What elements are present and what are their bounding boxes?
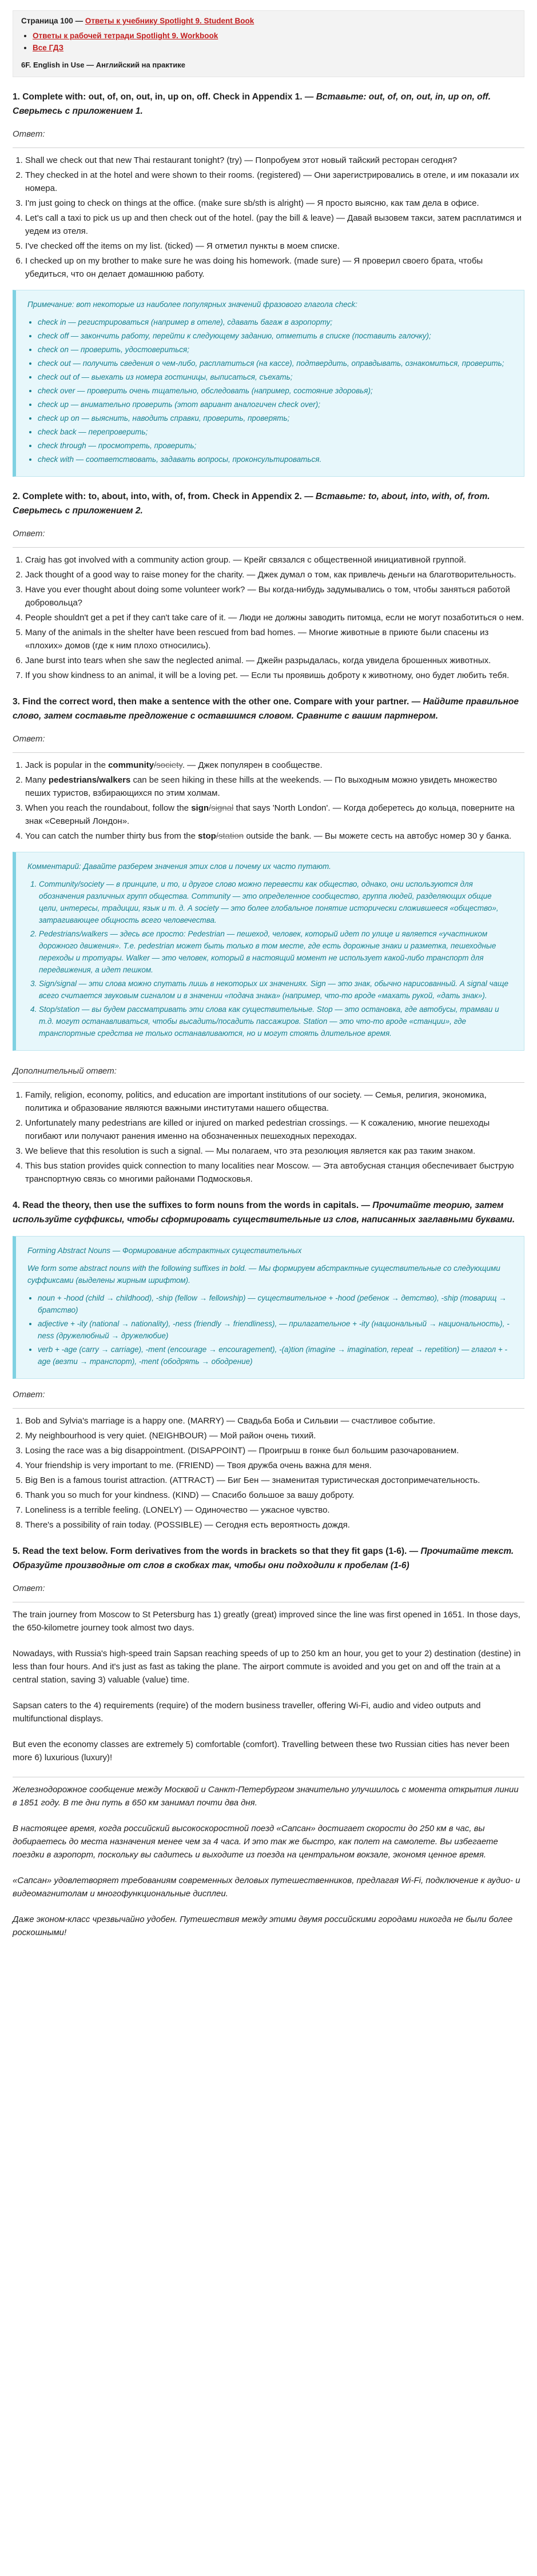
answer-item: 7. Loneliness is a terrible feeling. (LONELY) — Одиночество — ужасное чувство. bbox=[25, 1504, 524, 1517]
answer-item: 1. Family, religion, economy, politics, and education are important institutions of our society. — Семья, религия, экономика, политика и образование являются важными институтами нашего общества. bbox=[25, 1088, 524, 1115]
text-paragraph: Sapsan caters to the 4) requirements (require) of the modern business traveller, offering Wi-Fi, audio and video outputs and multifunctional displays. bbox=[13, 1701, 481, 1724]
note-item: • check up — внимательно проверить (этот вариант аналогичен check over); bbox=[38, 398, 512, 410]
answer-item bbox=[25, 830, 524, 843]
link-all-gdz[interactable]: Все ГДЗ bbox=[33, 43, 64, 52]
answer-item: 4. Your friendship is very important to me. (FRIEND) — Твоя дружба очень важна для меня. bbox=[25, 1459, 524, 1472]
answer-text: You can catch the number thirty bus from the bbox=[25, 831, 198, 841]
exercise-1-title-ru: — Вставьте: out, of, on, out, in, up on, off. Сверьтесь с приложением 1. bbox=[13, 92, 491, 116]
answer-label: Ответ: bbox=[13, 529, 45, 539]
text-paragraph: Nowadays, with Russia's high-speed train Sapsan reaching speeds of up to 250 km an hour, you get to your 2) destination (destine) in less than four hours. And it's just as fast as taking the plane. The airport commute is avoided and you get on and off the train at a central station, saving 3) valuable (value) time. bbox=[13, 1649, 521, 1685]
note-item: • check over — проверить очень тщательно, обследовать (например, состояние здоровья); bbox=[38, 385, 512, 397]
note-title: Примечание: вот некоторые из наиболее популярных значений фразового глагола check: bbox=[27, 300, 357, 309]
text-paragraph: But even the economy classes are extremely 5) comfortable (comfort). Travelling between these two Russian cities has never been more 6) luxurious (luxury)! bbox=[13, 1740, 510, 1762]
note-list bbox=[27, 316, 512, 465]
note-item: • check off — закончить работу, перейти к следующему заданию, отметить в списке (поставить галочку); bbox=[38, 330, 512, 342]
correct-word: sign bbox=[191, 803, 209, 813]
answer-text: When you reach the roundabout, follow the bbox=[25, 803, 192, 813]
answer-text: that says 'North London'. — Когда доберетесь до кольца, поверните на знак «Северный Лондон». bbox=[25, 803, 515, 826]
note-item: • check with — соответствовать, задавать вопросы, проконсультироваться. bbox=[38, 453, 512, 465]
exercise-4-title bbox=[13, 1198, 524, 1227]
answer-label: Ответ: bbox=[13, 1584, 45, 1593]
note-item: • check through — просмотреть, проверить; bbox=[38, 440, 512, 452]
related-link-item bbox=[33, 42, 516, 54]
exercise-4-answers bbox=[13, 1414, 524, 1532]
exercise-1-title bbox=[13, 90, 524, 118]
breadcrumb-prefix: Страница 100 — bbox=[21, 17, 85, 25]
note-box-check bbox=[13, 290, 524, 477]
answer-item: 3. Losing the race was a big disappointment. (DISAPPOINT) — Проигрыш в гонке был большим разочарованием. bbox=[25, 1444, 524, 1457]
answer-item: 7. If you show kindness to an animal, it will be a loving pet. — Если ты проявишь доброту к животному, оно будет любить тебя. bbox=[25, 669, 524, 682]
answer-text: Many bbox=[25, 775, 49, 785]
link-workbook[interactable]: Ответы к рабочей тетради Spotlight 9. Workbook bbox=[33, 31, 218, 40]
correct-word: stop bbox=[198, 831, 216, 841]
answer-text: . — Джек популярен в сообществе. bbox=[182, 760, 323, 770]
translation-paragraph: Даже эконом-класс чрезвычайно удобен. Путешествия между этими двумя российскими городами никогда не были более роскошными! bbox=[13, 1915, 513, 1937]
translation-paragraph: «Сапсан» удовлетворяет требованиям современных деловых путешественников, предлагая Wi-Fi, подключение к аудио- и видеомагнитолам и многофункциональные дисплеи. bbox=[13, 1876, 520, 1899]
exercise-5-translation bbox=[13, 1783, 524, 1939]
answer-item: 5. I've checked off the items on my list. (ticked) — Я отметил пункты в моем списке. bbox=[25, 240, 524, 253]
answer-text: outside the bank. — Вы можете сесть на автобус номер 30 у банка. bbox=[244, 831, 512, 841]
answer-item: 3. We believe that this resolution is such a signal. — Мы полагаем, что эта резолюция является как раз таким знаком. bbox=[25, 1145, 524, 1158]
answer-item: 6. Jane burst into tears when she saw the neglected animal. — Джейн разрыдалась, когда увидела брошенных животных. bbox=[25, 654, 524, 667]
extra-answer-label: Дополнительный ответ: bbox=[13, 1066, 117, 1076]
note-item: • check up on — выяснить, наводить справки, проверить, проверять; bbox=[38, 412, 512, 424]
answer-item: 2. Jack thought of a good way to raise money for the charity. — Джек думал о том, как привлечь деньги на благотворительность. bbox=[25, 568, 524, 581]
answer-item: 2. They checked in at the hotel and were shown to their rooms. (registered) — Они зарегистрировались в отеле, и им показали их номера. bbox=[25, 169, 524, 195]
breadcrumb bbox=[21, 15, 516, 27]
note-intro: We form some abstract nouns with the following suffixes in bold. — Мы формируем абстрактные существительные со следующими суффиксами (выделены жирным шрифтом). bbox=[27, 1264, 500, 1285]
note-list bbox=[27, 878, 512, 1039]
breadcrumb-link-student-book[interactable]: Ответы к учебнику Spotlight 9. Student Book bbox=[85, 17, 254, 25]
divider bbox=[13, 1082, 524, 1083]
exercise-1-answers bbox=[13, 154, 524, 281]
answer-item bbox=[25, 759, 524, 772]
note-item: • check on — проверить, удостовериться; bbox=[38, 344, 512, 356]
exercise-2-answers bbox=[13, 553, 524, 682]
answer-item bbox=[25, 801, 524, 828]
note-item: 2. Pedestrians/walkers — здесь все просто: Pedestrian — пешеход, человек, который идет по улице и является «участником дорожного движения». Т.е. pedestrian может быть только в том месте, где есть дорожные знаки и разметка, пешеходные переходы и тротуары. Walker — это человек, который в настоящий момент не использует какой-либо транспорт для передвижения, а идет пешком. bbox=[39, 928, 512, 976]
answer-item: 1. Shall we check out that new Thai restaurant tonight? (try) — Попробуем этот новый тайский ресторан сегодня? bbox=[25, 154, 524, 167]
section-title: 6F. English in Use — Английский на практике bbox=[21, 61, 185, 69]
exercise-5-title-ru: — Прочитайте текст. Образуйте производные от слов в скобках так, чтобы они подходили к пробелам (1-6) bbox=[13, 1546, 514, 1570]
main-content bbox=[13, 90, 524, 1939]
exercise-2-title-en: 2. Complete with: to, about, into, with, of, from. Check in Appendix 2. bbox=[13, 492, 302, 501]
answer-item: 4. Let's call a taxi to pick us up and then check out of the hotel. (pay the bill & leave) — Давай вызовем такси, затем расплатимся и уедем из отеля. bbox=[25, 212, 524, 238]
answer-item: 3. I'm just going to check on things at the office. (make sure sb/sth is alright) — Я просто выясню, как там дела в офисе. bbox=[25, 197, 524, 210]
answer-text: Jack is popular in the bbox=[25, 760, 109, 770]
exercise-5-title-en: 5. Read the text below. Form derivatives from the words in brackets so that they fit gaps (1-6). bbox=[13, 1546, 407, 1556]
note-title: Комментарий: Давайте разберем значения этих слов и почему их часто путают. bbox=[27, 862, 331, 871]
note-item: • noun + -hood (child → childhood), -ship (fellow → fellowship) — существительное + -hood (ребенок → детство), -ship (товарищ → братство) bbox=[38, 1292, 512, 1316]
note-item: • check out — получить сведения о чем-либо, расплатиться (на кассе), подтвердить, оправдывать, ознакомиться, проверить; bbox=[38, 357, 512, 369]
correct-word: community bbox=[108, 760, 154, 770]
answer-item: 8. There's a possibility of rain today. (POSSIBLE) — Сегодня есть вероятность дождя. bbox=[25, 1518, 524, 1532]
answer-label: Ответ: bbox=[13, 734, 45, 744]
exercise-5-text bbox=[13, 1608, 524, 1764]
exercise-2-title bbox=[13, 489, 524, 518]
related-links bbox=[21, 30, 516, 54]
answer-label: Ответ: bbox=[13, 129, 45, 139]
divider bbox=[13, 752, 524, 753]
exercise-1-title-en: 1. Complete with: out, of, on, out, in, up on, off. Check in Appendix 1. bbox=[13, 92, 303, 102]
note-box-comment bbox=[13, 852, 524, 1051]
answer-item: 1. Bob and Sylvia's marriage is a happy one. (MARRY) — Свадьба Боба и Сильвии — счастливое событие. bbox=[25, 1414, 524, 1427]
exercise-3-title bbox=[13, 695, 524, 723]
exercise-3-answers bbox=[13, 759, 524, 843]
exercise-2-title-ru: — Вставьте: to, about, into, with, of, from. Сверьтесь с приложением 2. bbox=[13, 492, 490, 516]
answer-item: 6. I checked up on my brother to make sure he was doing his homework. (made sure) — Я проверил своего брата, чтобы убедиться, что он делает домашнюю работу. bbox=[25, 254, 524, 281]
exercise-3-title-en: 3. Find the correct word, then make a sentence with the other one. Compare with your partner. bbox=[13, 697, 409, 707]
breadcrumb-box bbox=[13, 10, 524, 77]
text-paragraph: The train journey from Moscow to St Petersburg has 1) greatly (great) improved since the line was first opened in 1651. In those days, the 650-kilometre journey took almost two days. bbox=[13, 1610, 520, 1633]
note-item: • adjective + -ity (national → nationality), -ness (friendly → friendliness), — прилагательное + -ity (национальный → национальность), -ness (дружелюбный → дружелюбие) bbox=[38, 1318, 512, 1342]
answer-item bbox=[25, 773, 524, 800]
note-item: 3. Sign/signal — эти слова можно спутать лишь в некоторых их значениях. Sign — это знак, обычно нарисованный. А signal чаще всего считается звуковым сигналом и в значении «подача знака» (например, что-то вроде «махать рукой, «дать знак»). bbox=[39, 978, 512, 1002]
wrong-word: /signal bbox=[209, 803, 234, 813]
divider bbox=[13, 147, 524, 148]
note-item: • check out of — выехать из номера гостиницы, выписаться, съехать; bbox=[38, 371, 512, 383]
note-title: Forming Abstract Nouns — Формирование абстрактных существительных bbox=[27, 1246, 302, 1255]
page bbox=[0, 10, 537, 1939]
note-box-theory bbox=[13, 1236, 524, 1379]
translation-paragraph: Железнодорожное сообщение между Москвой и Санкт-Петербургом значительно улучшилось с момента открытия линии в 1851 году. В те дни путь в 650 км занимал почти два дня. bbox=[13, 1785, 519, 1808]
exercise-5-title bbox=[13, 1544, 524, 1573]
note-item: 4. Stop/station — вы будем рассматривать эти слова как существительные. Stop — это остановка, где автобусы, трамваи и т.д. могут останавливаться, чтобы высадить/посадить пассажиров. Station — это что-то вроде «станции», где транспортные средства не только останавливаются, но и могут стоять длительное время. bbox=[39, 1003, 512, 1039]
answer-item: 2. My neighbourhood is very quiet. (NEIGHBOUR) — Мой район очень тихий. bbox=[25, 1429, 524, 1442]
answer-item: 4. People shouldn't get a pet if they can't take care of it. — Люди не должны заводить питомца, если не могут позаботиться о нем. bbox=[25, 611, 524, 624]
exercise-4-title-ru: — Прочитайте теорию, затем используйте суффиксы, чтобы сформировать существительные из слов, написанных заглавными буквами. bbox=[13, 1201, 515, 1225]
answer-item: 6. Thank you so much for your kindness. (KIND) — Спасибо большое за вашу доброту. bbox=[25, 1489, 524, 1502]
note-list bbox=[27, 1292, 512, 1367]
answer-item: 5. Big Ben is a famous tourist attraction. (ATTRACT) — Биг Бен — знаменитая туристическая достопримечательность. bbox=[25, 1474, 524, 1487]
exercise-3-extra-answers bbox=[13, 1088, 524, 1186]
divider bbox=[13, 1408, 524, 1409]
note-item: • check back — перепроверить; bbox=[38, 426, 512, 438]
answer-item: 5. Many of the animals in the shelter have been rescued from bad homes. — Многие животные в приюте были спасены из «плохих» домов (где к ним плохо относились). bbox=[25, 626, 524, 652]
answer-item: 3. Have you ever thought about doing some volunteer work? — Вы когда-нибудь задумывались о том, чтобы заняться работой добровольца? bbox=[25, 583, 524, 609]
answer-item: 1. Craig has got involved with a community action group. — Крейг связался с общественной инициативной группой. bbox=[25, 553, 524, 567]
note-item: • check in — регистрироваться (например в отеле), сдавать багаж в аэропорту; bbox=[38, 316, 512, 328]
note-item: • verb + -age (carry → carriage), -ment (encourage → encouragement), -(a)tion (imagine → imagination, repeat → repetition) — глагол + -age (везти → транспорт), -ment (ободрять → ободрение) bbox=[38, 1343, 512, 1367]
wrong-word: /station bbox=[216, 831, 244, 841]
divider bbox=[13, 547, 524, 548]
answer-item: 2. Unfortunately many pedestrians are killed or injured on marked pedestrian crossings. — К сожалению, многие пешеходы погибают или получают ранения именно на обозначенных пешеходных переходах. bbox=[25, 1116, 524, 1143]
exercise-4-title-en: 4. Read the theory, then use the suffixes to form nouns from the words in capitals. bbox=[13, 1201, 359, 1210]
note-item: 1. Community/society — в принципе, и то, и другое слово можно перевести как общество, однако, они используются для обозначения различных групп общества. Community — это определенное сообщество, группа людей, разделяющих общие цели, интересы, традиции, язык и т. д. А society — это более глобальное понятие исторически сложившееся «общество», затрагивающее общность всего человечества. bbox=[39, 878, 512, 926]
answer-label: Ответ: bbox=[13, 1390, 45, 1399]
exercise-3-title-ru: — Найдите правильное слово, затем составьте предложение с оставшимся словом. Сравните с вашим партнером. bbox=[13, 697, 519, 721]
wrong-word: /society bbox=[154, 760, 182, 770]
answer-item: 4. This bus station provides quick connection to many localities near Moscow. — Эта автобусная станция обеспечивает быструю транспортную связь со многими районами Подмосковья. bbox=[25, 1159, 524, 1186]
answer-text: can be seen hiking in these hills at the weekends. — По выходным можно увидеть множество пеших туристов, взбирающихся по этим холмам. bbox=[25, 775, 498, 798]
related-link-item bbox=[33, 30, 516, 42]
correct-word: pedestrians/walkers bbox=[48, 775, 131, 785]
translation-paragraph: В настоящее время, когда российский высокоскоростной поезд «Сапсан» достигает скорости до 250 км в час, вы добираетесь до места назначения менее чем за 4 часа. И это так же быстро, как полет на самолете. Вы избегаете поездки в аэропорт, поскольку вы садитесь и выходите из поезда на центральном вокзале, экономя ценное время. bbox=[13, 1824, 498, 1860]
